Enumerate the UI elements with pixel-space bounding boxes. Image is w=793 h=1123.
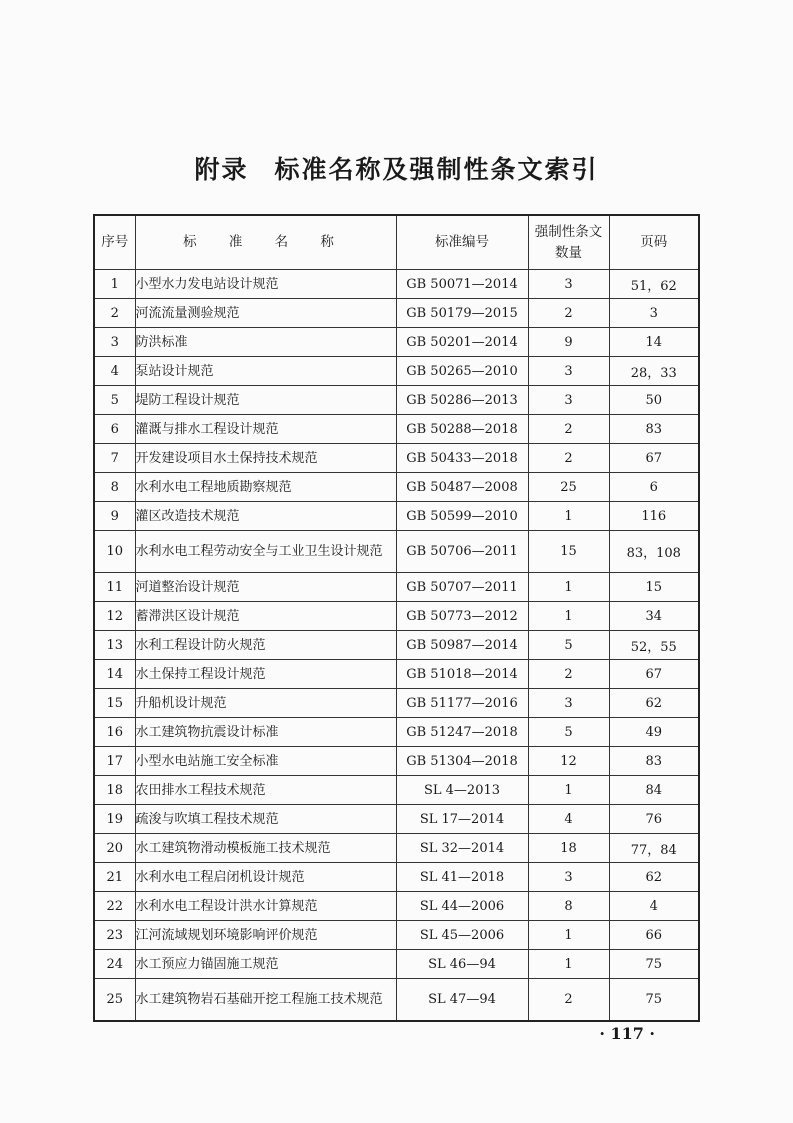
table-row xyxy=(94,776,699,805)
cell-page: 50 xyxy=(609,386,699,415)
table-row xyxy=(94,573,699,602)
cell-name: 水利水电工程设计洪水计算规范 xyxy=(135,892,396,921)
cell-seq: 12 xyxy=(94,602,135,631)
cell-page: 67 xyxy=(609,444,699,473)
cell-seq: 10 xyxy=(94,531,135,573)
cell-code: SL 17—2014 xyxy=(396,805,528,834)
table-row xyxy=(94,270,699,299)
cell-page: 83 xyxy=(609,415,699,444)
header-count-line2: 数量 xyxy=(555,244,582,261)
cell-count: 1 xyxy=(528,950,609,979)
table-row xyxy=(94,979,699,1022)
cell-page: 76 xyxy=(609,805,699,834)
cell-page: 66 xyxy=(609,921,699,950)
cell-name: 泵站设计规范 xyxy=(135,357,396,386)
cell-seq: 11 xyxy=(94,573,135,602)
table-row xyxy=(94,863,699,892)
table-row xyxy=(94,502,699,531)
cell-code: GB 50599—2010 xyxy=(396,502,528,531)
cell-count: 2 xyxy=(528,979,609,1022)
cell-name: 水利水电工程地质勘察规范 xyxy=(135,473,396,502)
cell-seq: 9 xyxy=(94,502,135,531)
table-row xyxy=(94,892,699,921)
cell-page: 28，33 xyxy=(609,357,699,386)
header-code: 标准编号 xyxy=(396,215,528,270)
standards-index-table xyxy=(93,214,700,1022)
cell-page: 75 xyxy=(609,979,699,1022)
cell-count: 5 xyxy=(528,631,609,660)
title-appendix: 附录 xyxy=(194,155,249,184)
cell-page: 4 xyxy=(609,892,699,921)
cell-count: 15 xyxy=(528,531,609,573)
cell-count: 1 xyxy=(528,776,609,805)
header-page: 页码 xyxy=(609,215,699,270)
table-row xyxy=(94,386,699,415)
cell-count: 1 xyxy=(528,921,609,950)
cell-count: 5 xyxy=(528,718,609,747)
cell-name: 开发建设项目水土保持技术规范 xyxy=(135,444,396,473)
table-row xyxy=(94,747,699,776)
cell-code: GB 51177—2016 xyxy=(396,689,528,718)
cell-count: 3 xyxy=(528,689,609,718)
cell-code: SL 44—2006 xyxy=(396,892,528,921)
cell-seq: 24 xyxy=(94,950,135,979)
table-row xyxy=(94,531,699,573)
cell-code: SL 47—94 xyxy=(396,979,528,1022)
page-number: · 117 · xyxy=(599,1024,655,1043)
cell-code: GB 51247—2018 xyxy=(396,718,528,747)
cell-count: 3 xyxy=(528,357,609,386)
cell-count: 2 xyxy=(528,299,609,328)
cell-seq: 25 xyxy=(94,979,135,1022)
table-row xyxy=(94,718,699,747)
cell-page: 77，84 xyxy=(609,834,699,863)
cell-seq: 2 xyxy=(94,299,135,328)
title-main: 标准名称及强制性条文索引 xyxy=(274,155,599,184)
table-row xyxy=(94,602,699,631)
cell-name: 防洪标准 xyxy=(135,328,396,357)
cell-seq: 18 xyxy=(94,776,135,805)
table-row xyxy=(94,444,699,473)
cell-name: 水利水电工程启闭机设计规范 xyxy=(135,863,396,892)
cell-seq: 5 xyxy=(94,386,135,415)
cell-code: SL 45—2006 xyxy=(396,921,528,950)
cell-name: 小型水电站施工安全标准 xyxy=(135,747,396,776)
cell-name: 江河流域规划环境影响评价规范 xyxy=(135,921,396,950)
cell-page: 62 xyxy=(609,689,699,718)
cell-page: 3 xyxy=(609,299,699,328)
cell-page: 52，55 xyxy=(609,631,699,660)
cell-code: GB 51018—2014 xyxy=(396,660,528,689)
header-name: 标 准 名 称 xyxy=(135,215,396,270)
cell-seq: 4 xyxy=(94,357,135,386)
cell-seq: 17 xyxy=(94,747,135,776)
cell-count: 8 xyxy=(528,892,609,921)
cell-name: 水利工程设计防火规范 xyxy=(135,631,396,660)
cell-seq: 14 xyxy=(94,660,135,689)
cell-seq: 15 xyxy=(94,689,135,718)
cell-name: 堤防工程设计规范 xyxy=(135,386,396,415)
cell-page: 116 xyxy=(609,502,699,531)
cell-name: 水工建筑物岩石基础开挖工程施工技术规范 xyxy=(135,979,396,1022)
cell-page: 75 xyxy=(609,950,699,979)
cell-name: 灌区改造技术规范 xyxy=(135,502,396,531)
cell-name: 河流流量测验规范 xyxy=(135,299,396,328)
table-row xyxy=(94,950,699,979)
cell-code: GB 50201—2014 xyxy=(396,328,528,357)
cell-code: GB 51304—2018 xyxy=(396,747,528,776)
page-title xyxy=(0,150,793,186)
cell-count: 3 xyxy=(528,386,609,415)
cell-seq: 21 xyxy=(94,863,135,892)
cell-name: 水工建筑物滑动模板施工技术规范 xyxy=(135,834,396,863)
cell-name: 水土保持工程设计规范 xyxy=(135,660,396,689)
cell-code: GB 50286—2013 xyxy=(396,386,528,415)
cell-page: 67 xyxy=(609,660,699,689)
cell-seq: 3 xyxy=(94,328,135,357)
cell-count: 3 xyxy=(528,863,609,892)
cell-page: 14 xyxy=(609,328,699,357)
cell-name: 水工预应力锚固施工规范 xyxy=(135,950,396,979)
cell-name: 灌溉与排水工程设计规范 xyxy=(135,415,396,444)
cell-code: GB 50433—2018 xyxy=(396,444,528,473)
table-row xyxy=(94,299,699,328)
cell-code: SL 4—2013 xyxy=(396,776,528,805)
table-row xyxy=(94,834,699,863)
cell-code: GB 50707—2011 xyxy=(396,573,528,602)
cell-count: 9 xyxy=(528,328,609,357)
cell-count: 1 xyxy=(528,573,609,602)
cell-count: 2 xyxy=(528,660,609,689)
cell-name: 水工建筑物抗震设计标准 xyxy=(135,718,396,747)
cell-code: SL 41—2018 xyxy=(396,863,528,892)
cell-seq: 22 xyxy=(94,892,135,921)
cell-count: 25 xyxy=(528,473,609,502)
header-seq: 序号 xyxy=(94,215,135,270)
cell-seq: 7 xyxy=(94,444,135,473)
cell-name: 河道整治设计规范 xyxy=(135,573,396,602)
cell-page: 15 xyxy=(609,573,699,602)
cell-seq: 13 xyxy=(94,631,135,660)
cell-name: 升船机设计规范 xyxy=(135,689,396,718)
cell-count: 2 xyxy=(528,444,609,473)
cell-count: 4 xyxy=(528,805,609,834)
cell-code: SL 46—94 xyxy=(396,950,528,979)
cell-seq: 23 xyxy=(94,921,135,950)
cell-count: 3 xyxy=(528,270,609,299)
cell-code: GB 50179—2015 xyxy=(396,299,528,328)
table-header-row xyxy=(94,215,699,270)
cell-code: GB 50987—2014 xyxy=(396,631,528,660)
cell-name: 水利水电工程劳动安全与工业卫生设计规范 xyxy=(135,531,396,573)
cell-page: 83，108 xyxy=(609,531,699,573)
cell-page: 49 xyxy=(609,718,699,747)
cell-name: 蓄滞洪区设计规范 xyxy=(135,602,396,631)
cell-page: 51，62 xyxy=(609,270,699,299)
table-row xyxy=(94,805,699,834)
table-row xyxy=(94,921,699,950)
cell-seq: 6 xyxy=(94,415,135,444)
cell-seq: 19 xyxy=(94,805,135,834)
cell-seq: 1 xyxy=(94,270,135,299)
cell-name: 小型水力发电站设计规范 xyxy=(135,270,396,299)
cell-name: 疏浚与吹填工程技术规范 xyxy=(135,805,396,834)
table-row xyxy=(94,473,699,502)
cell-code: SL 32—2014 xyxy=(396,834,528,863)
cell-count: 1 xyxy=(528,602,609,631)
table-body xyxy=(94,270,699,1022)
cell-count: 1 xyxy=(528,502,609,531)
cell-code: GB 50487—2008 xyxy=(396,473,528,502)
cell-code: GB 50288—2018 xyxy=(396,415,528,444)
cell-page: 62 xyxy=(609,863,699,892)
cell-seq: 20 xyxy=(94,834,135,863)
cell-count: 18 xyxy=(528,834,609,863)
table-row xyxy=(94,328,699,357)
table-row xyxy=(94,660,699,689)
cell-count: 2 xyxy=(528,415,609,444)
table-row xyxy=(94,631,699,660)
table-row xyxy=(94,689,699,718)
cell-seq: 16 xyxy=(94,718,135,747)
cell-code: GB 50265—2010 xyxy=(396,357,528,386)
table-row xyxy=(94,415,699,444)
cell-page: 34 xyxy=(609,602,699,631)
cell-page: 6 xyxy=(609,473,699,502)
cell-code: GB 50071—2014 xyxy=(396,270,528,299)
header-count xyxy=(528,215,609,270)
cell-name: 农田排水工程技术规范 xyxy=(135,776,396,805)
cell-seq: 8 xyxy=(94,473,135,502)
cell-page: 84 xyxy=(609,776,699,805)
cell-code: GB 50706—2011 xyxy=(396,531,528,573)
cell-page: 83 xyxy=(609,747,699,776)
cell-count: 12 xyxy=(528,747,609,776)
header-count-line1: 强制性条文 xyxy=(534,223,603,240)
cell-code: GB 50773—2012 xyxy=(396,602,528,631)
table-row xyxy=(94,357,699,386)
